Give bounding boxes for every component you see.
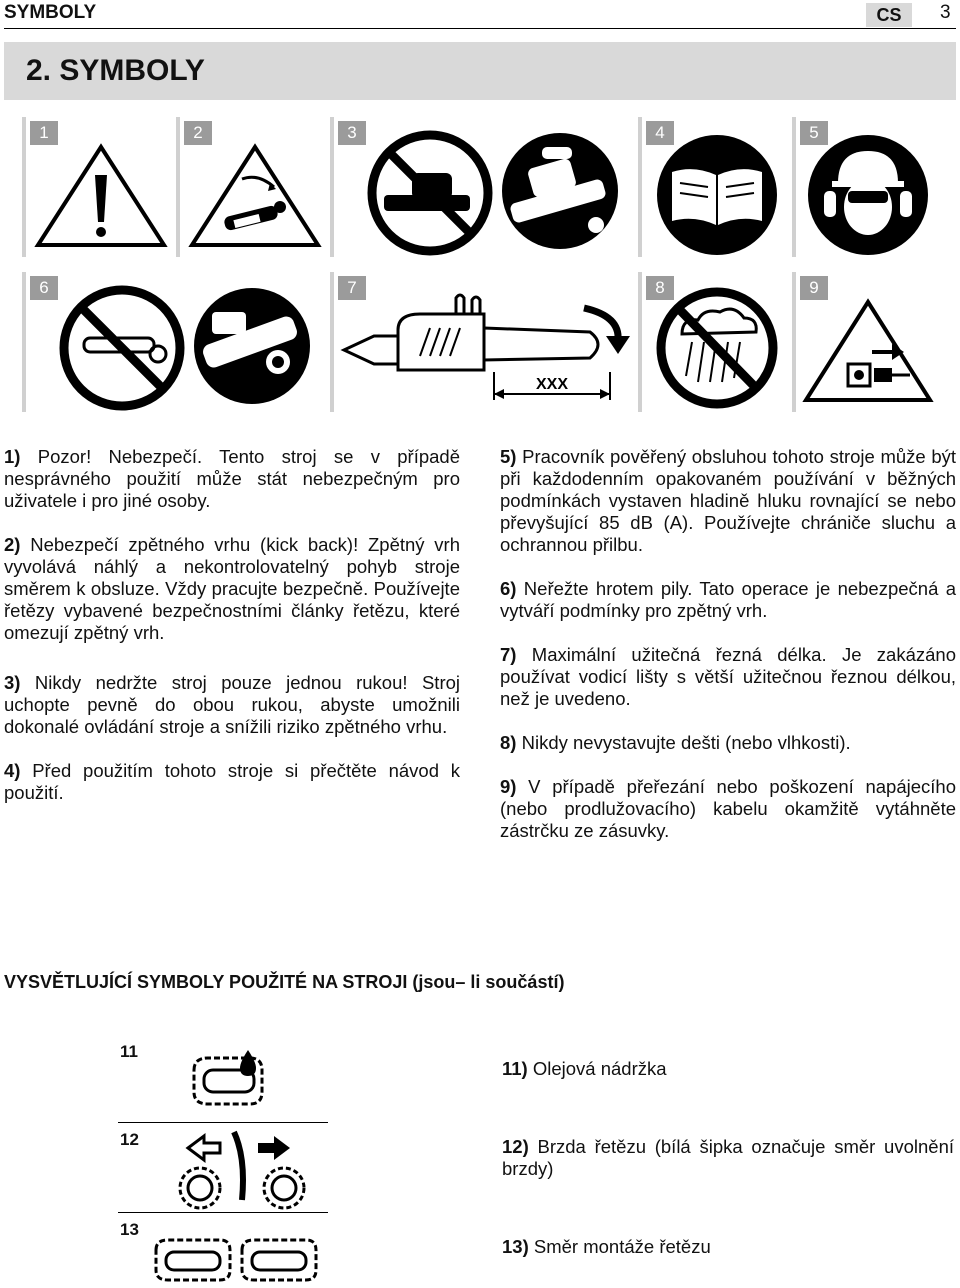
symbol-cell-5 [796, 117, 940, 257]
language-badge: CS [866, 3, 912, 27]
max-length-label: XXX [535, 376, 569, 393]
max-cutting-length-icon [334, 272, 638, 412]
chain-direction-icon [150, 1230, 330, 1284]
symbol-cell-8 [642, 272, 792, 412]
no-tip-cutting-icon [26, 272, 330, 412]
description-5: 5) Pracovník pověřený obsluhou tohoto stroje může být při každodenním opakovaném používání v běžných podmínkách vystaven hladině hluku rovnající se nebo převyšující 85 dB (A). Používejte chrániče sluchu a ochrannou přilbu. [500, 446, 957, 555]
symbol-number: 2 [184, 121, 212, 145]
read-manual-icon [642, 117, 792, 257]
chapter-title-bar [4, 42, 956, 100]
warning-triangle-icon [26, 117, 176, 257]
header-divider [4, 28, 956, 29]
symbol-number: 9 [800, 276, 828, 300]
machine-symbol-number: 13 [120, 1220, 139, 1239]
symbol-cell-2 [180, 117, 330, 257]
description-1: 1) Pozor! Nebezpečí. Tento stroj se v případě nesprávného použití může stát nebezpečným pro uživatele i pro jiné osoby. [4, 446, 461, 511]
machine-symbol-desc-11: 11) Olejová nádržka [502, 1058, 667, 1079]
symbol-cell-7 [334, 272, 638, 412]
symbol-number: 1 [30, 121, 58, 145]
symbol-number: 4 [646, 121, 674, 145]
symbol-number: 3 [338, 121, 366, 145]
symbol-cell-4 [642, 117, 792, 257]
symbol-row-1 [22, 117, 940, 257]
symbol-cell-3 [334, 117, 638, 257]
description-6: 6) Neřežte hrotem pily. Tato operace je nebezpečná a vytváří podmínky pro zpětný vrh. [500, 578, 956, 621]
unplug-cable-warning-icon [796, 272, 940, 412]
chapter-title: 2. SYMBOLY [26, 54, 205, 87]
symbol-cell-1 [26, 117, 176, 257]
running-header-section: SYMBOLY [4, 2, 97, 23]
symbol-number: 7 [338, 276, 366, 300]
machine-symbol-desc-12: 12) Brzda řetězu (bílá šipka označuje směr uvolnění brzdy) [502, 1136, 954, 1179]
machine-symbol-desc-13: 13) Směr montáže řetězu [502, 1236, 711, 1257]
oil-tank-icon [186, 1040, 296, 1112]
description-7: 7) Maximální užitečná řezná délka. Je zakázáno používat vodicí lišty s větší užitečnou řeznou délkou, než je uvedeno. [500, 644, 956, 709]
description-9: 9) V případě přeřezání nebo poškození napájecího (nebo prodlužovacího) kabelu okamžitě vytáhněte zástrčku ze zásuvky. [500, 776, 956, 841]
legend-divider [118, 1122, 328, 1123]
symbol-cell-9 [796, 272, 940, 412]
machine-symbol-number: 12 [120, 1130, 139, 1149]
description-4: 4) Před použitím tohoto stroje si přečtěte návod k použití. [4, 760, 461, 803]
description-3: 3) Nikdy nedržte stroj pouze jednou rukou! Stroj uchopte pevně do obou rukou, abyste umožnili dokonalé ovládání stroje a snížili riziko zpětného vrhu. [4, 672, 461, 737]
page-number: 3 [940, 2, 951, 23]
machine-symbols-heading: VYSVĚTLUJÍCÍ SYMBOLY POUŽITÉ NA STROJI (jsou– li součástí) [4, 972, 565, 992]
descriptions-left-column [4, 446, 460, 804]
description-8: 8) Nikdy nevystavujte dešti (nebo vlhkosti). [500, 732, 851, 753]
symbol-number: 5 [800, 121, 828, 145]
descriptions-right-column [500, 446, 956, 842]
machine-symbol-number: 11 [120, 1042, 138, 1061]
no-one-hand-operation-icon [334, 117, 638, 257]
symbol-cell-6 [26, 272, 330, 412]
chain-brake-icon [172, 1128, 322, 1212]
no-rain-icon [642, 272, 792, 412]
symbol-number: 8 [646, 276, 674, 300]
description-2: 2) Nebezpečí zpětného vrhu (kick back)! Zpětný vrh vyvolává náhlý a nekontrolovatelný pohyb stroje směrem k obsluze. Vždy pracujte bezpečně. Používejte řetězy vybavené bezpečnostními články řetězu, které omezují zpětný vrh. [4, 534, 460, 643]
legend-divider [118, 1212, 328, 1213]
symbol-row-2 [22, 272, 940, 412]
symbol-number: 6 [30, 276, 58, 300]
ear-eye-head-protection-icon [796, 117, 940, 257]
kickback-warning-icon [180, 117, 330, 257]
